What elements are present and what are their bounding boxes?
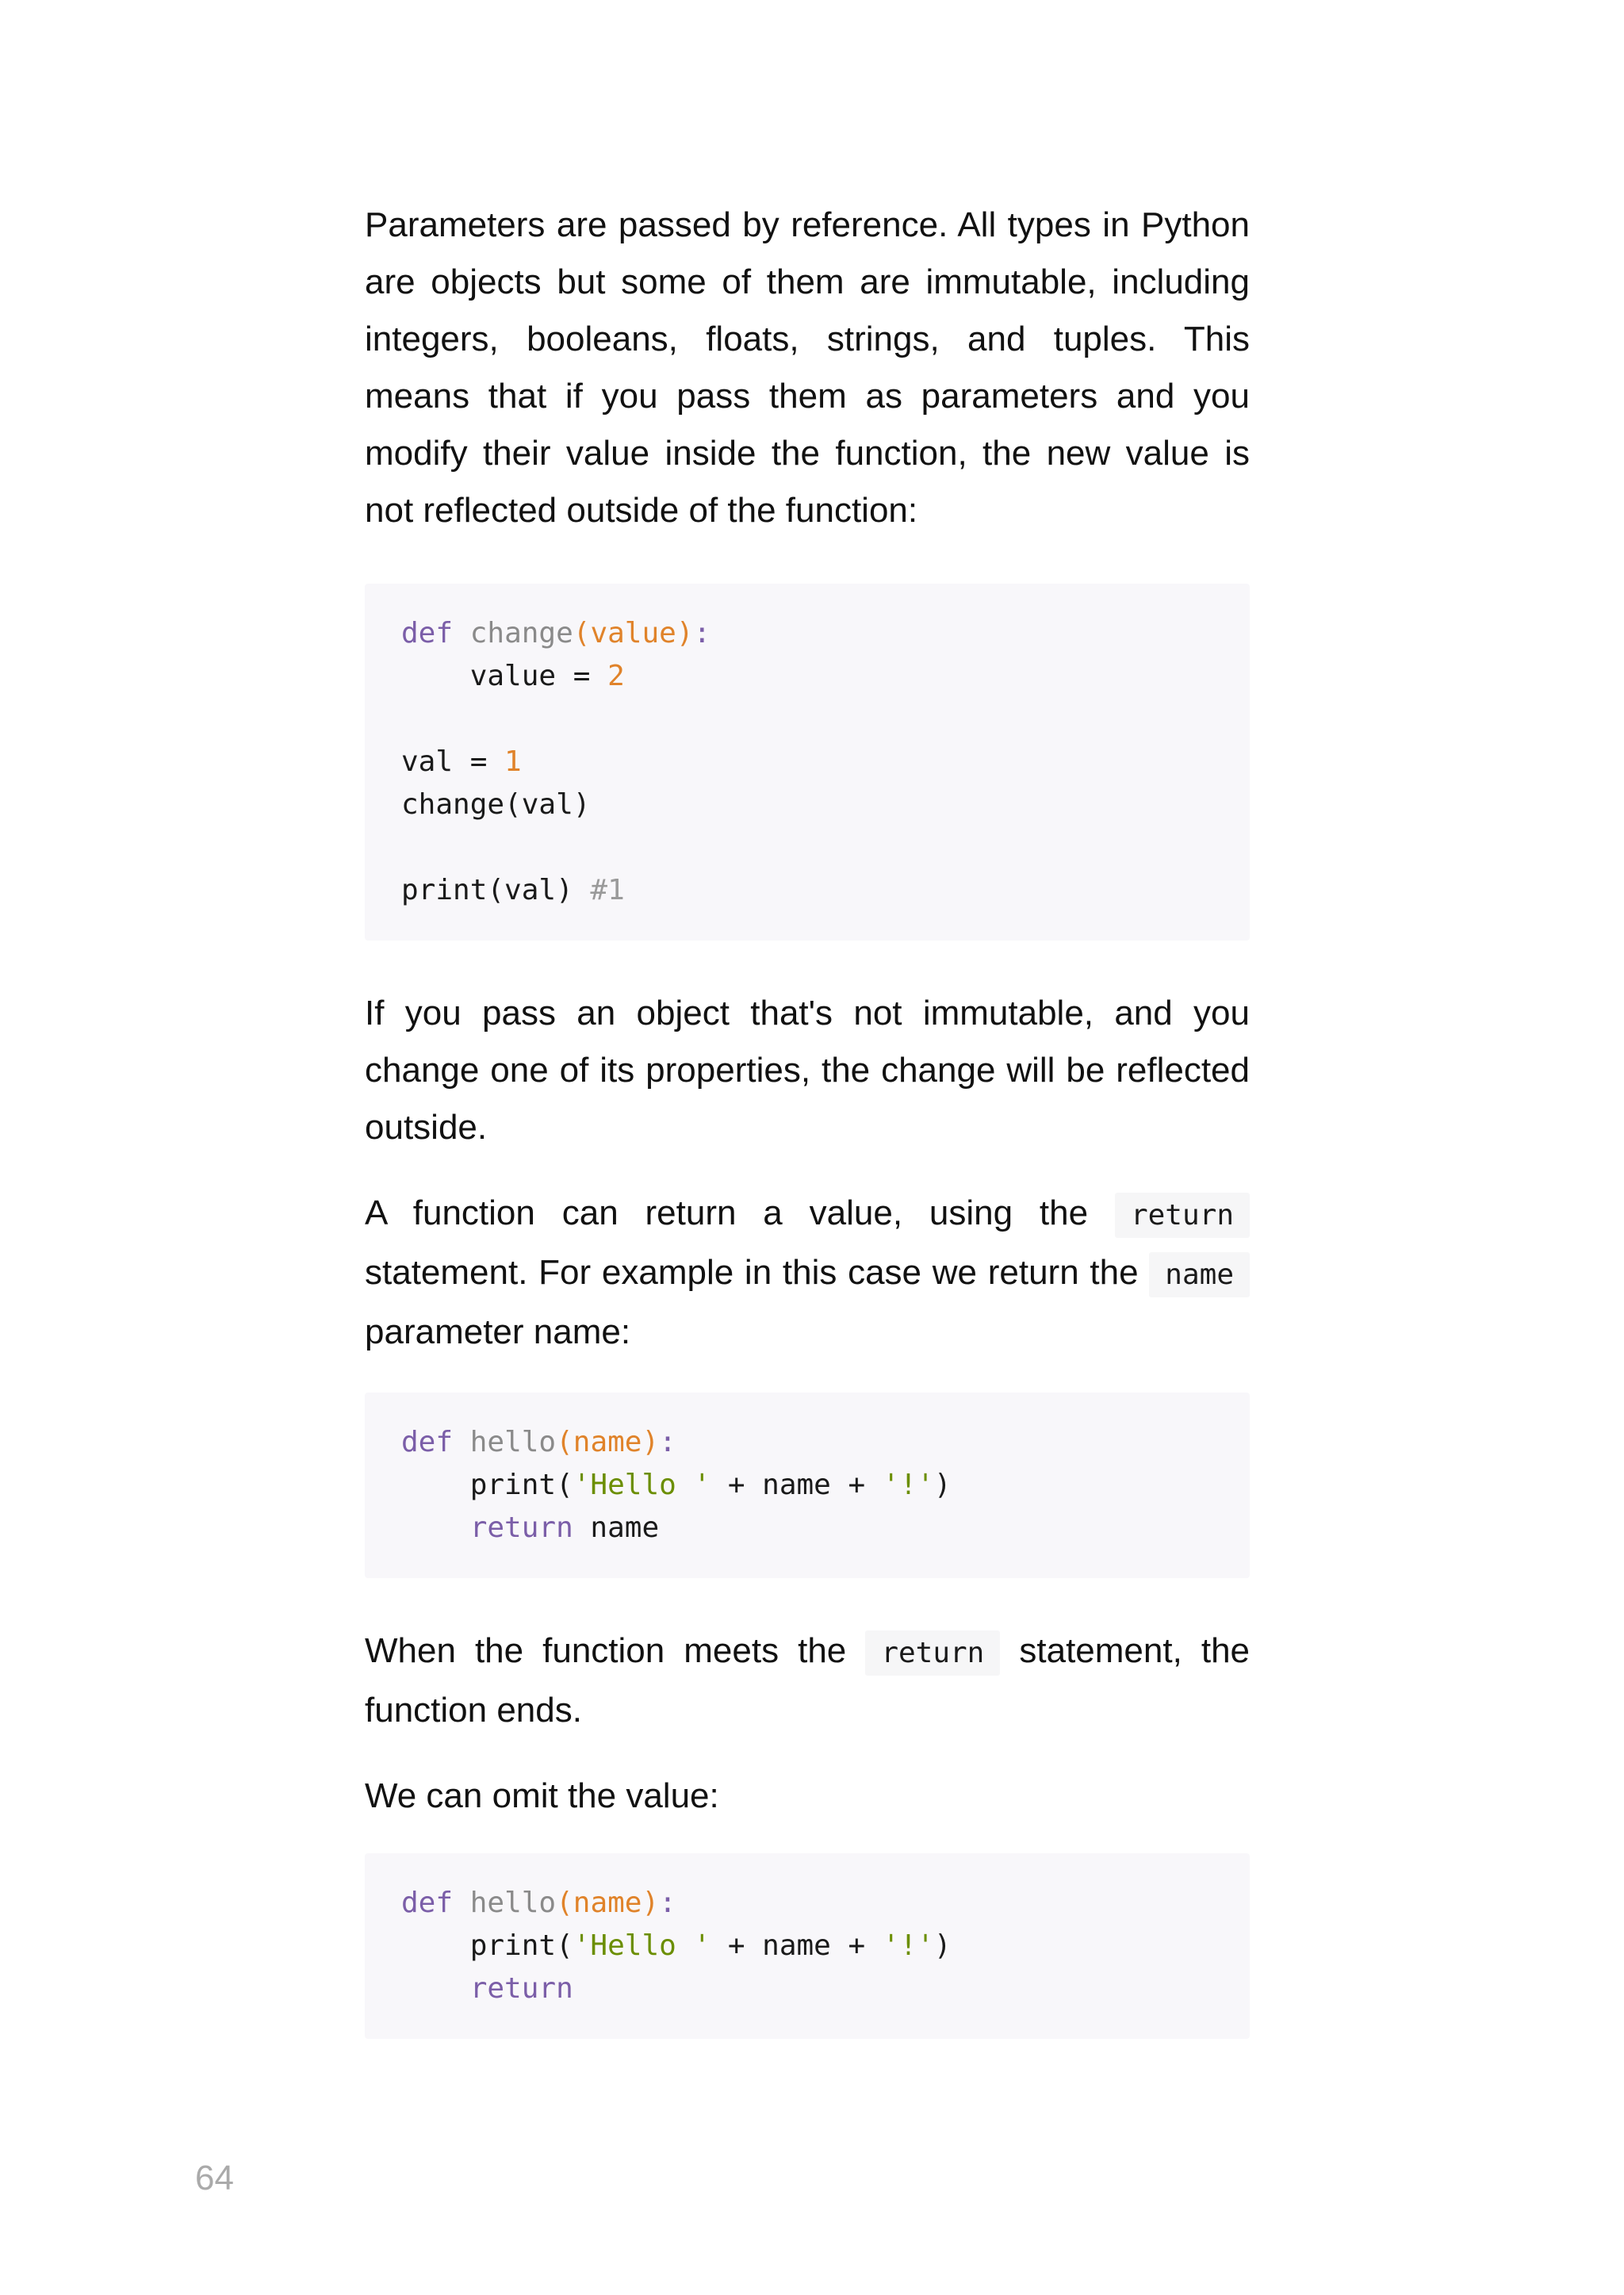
paragraph-omit-value: We can omit the value: [365,1776,719,1815]
code-block-change [365,584,1250,941]
code-text: + name + [710,1469,883,1501]
inline-code-return: return [865,1630,1000,1676]
code-paren: ( [573,617,591,649]
code-string: 'Hello ' [573,1929,711,1962]
code-text: name [573,1511,660,1544]
code-text: print( [469,1469,573,1501]
code-paren: ) [642,1426,660,1458]
code-text: print( [469,1929,573,1962]
text-segment: parameter name: [365,1312,631,1351]
code-param: name [573,1426,642,1458]
code-text: + name + [710,1929,883,1962]
code-colon: : [659,1887,676,1919]
code-paren: ( [556,1426,573,1458]
page-content [365,197,1250,2039]
paragraph-mutable-objects: If you pass an object that's not immutable, and you change one of its properties, the change will be reflected outside. [365,994,1250,1147]
code-keyword: return [469,1511,573,1544]
code-colon: : [693,617,711,649]
paragraph-parameters-by-reference: Parameters are passed by reference. All types in Python are objects but some of them are immutable, including integers, booleans, floats, strings, and tuples. This means that if you pass them as parameters and you modify their value inside the function, the new value is not reflected outside of the function: [365,205,1250,530]
code-text: ) [933,1929,952,1962]
code-param: name [573,1887,642,1919]
code-number: 2 [607,660,625,692]
code-string: 'Hello ' [573,1469,711,1501]
code-paren: ) [642,1887,660,1919]
code-keyword: def [401,617,454,649]
code-keyword: def [401,1426,454,1458]
page-number: 64 [195,2159,234,2197]
inline-code-name: name [1149,1252,1250,1297]
code-keyword: return [469,1972,573,2005]
code-text: ) [933,1469,952,1501]
code-param: value [590,617,676,649]
code-function-name: hello [469,1887,557,1919]
code-string: '!' [882,1929,934,1962]
code-paren: ( [556,1887,573,1919]
code-text: value = [469,660,608,692]
text-segment: A function can return a value, using the [365,1193,1089,1232]
code-text: val = [401,745,505,778]
code-text: change(val) [401,788,591,821]
code-keyword: def [401,1887,454,1919]
code-paren: ) [676,617,694,649]
code-function-name: change [469,617,573,649]
inline-code-return: return [1115,1193,1250,1238]
text-segment: statement. For example in this case we return the [365,1253,1139,1292]
code-colon: : [659,1426,676,1458]
code-number: 1 [504,745,522,778]
paragraph-function-ends [365,1623,1250,1739]
code-block-hello-return-name [365,1393,1250,1578]
text-segment: statement, the function ends. [365,1631,1251,1730]
text-segment: When the function meets the [365,1631,847,1670]
code-text: print(val) [401,874,591,906]
code-string: '!' [882,1469,934,1501]
code-function-name: hello [469,1426,557,1458]
code-block-hello-return [365,1853,1250,2039]
paragraph-return-value [365,1185,1250,1361]
code-comment: #1 [590,874,625,906]
